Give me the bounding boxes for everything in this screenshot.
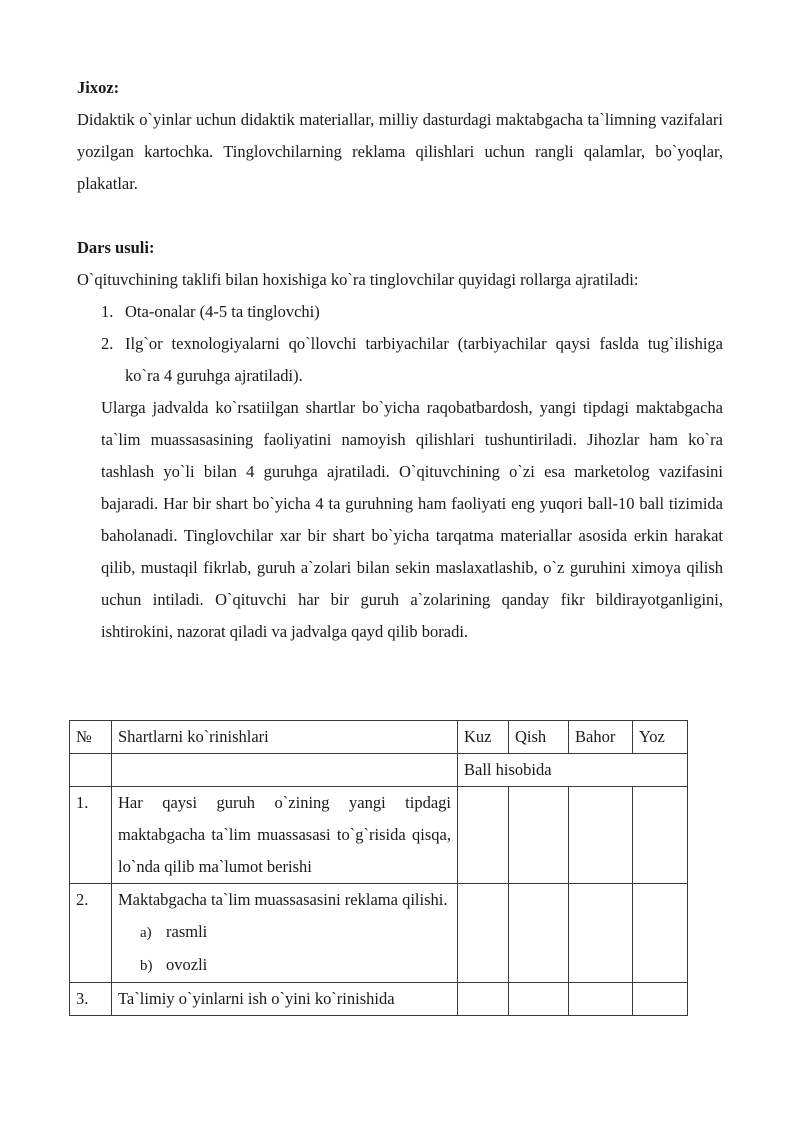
score-cell xyxy=(509,884,569,983)
sub-item xyxy=(118,949,451,982)
header-desc: Shartlarni ko`rinishlari xyxy=(112,721,458,754)
conditions-table xyxy=(69,720,688,1016)
dars-usuli-heading: Dars usuli: xyxy=(77,238,155,257)
sub-item xyxy=(118,916,451,949)
dars-usuli-intro: O`qituvchining taklifi bilan hoxishiga ko`ra tinglovchilar quyidagi rollarga ajratiladi: xyxy=(77,270,639,289)
row-number: 3. xyxy=(70,983,112,1016)
score-cell xyxy=(458,884,509,983)
roles-list xyxy=(77,296,723,392)
table-cell xyxy=(112,754,458,787)
header-no: № xyxy=(70,721,112,754)
score-cell xyxy=(569,884,633,983)
header-yoz: Yoz xyxy=(633,721,688,754)
table-header-row xyxy=(70,721,688,754)
table-row xyxy=(70,787,688,884)
row-number: 1. xyxy=(70,787,112,884)
score-cell xyxy=(633,983,688,1016)
score-cell xyxy=(633,884,688,983)
sub-item-text: ovozli xyxy=(166,955,208,974)
score-cell xyxy=(569,983,633,1016)
section-gap xyxy=(77,200,723,232)
list-item-number: 2. xyxy=(101,334,114,353)
score-cell xyxy=(509,983,569,1016)
sub-item-label: a) xyxy=(140,925,152,941)
row-content xyxy=(112,884,458,983)
list-item-number: 1. xyxy=(101,302,114,321)
sub-item-text: rasmli xyxy=(166,922,208,941)
score-cell xyxy=(569,787,633,884)
table-row xyxy=(70,884,688,983)
score-cell xyxy=(458,787,509,884)
row-number: 2. xyxy=(70,884,112,983)
list-item-text: Ota-onalar (4-5 ta tinglovchi) xyxy=(125,302,320,321)
header-bahor: Bahor xyxy=(569,721,633,754)
document-page xyxy=(77,72,723,648)
table-row xyxy=(70,983,688,1016)
header-kuz: Kuz xyxy=(458,721,509,754)
list-item-text: Ilg`or texnologiyalarni qo`llovchi tarbiyachilar (tarbiyachilar qaysi faslda tug`ilishiga ko`ra 4 guruhga ajratiladi). xyxy=(125,334,723,385)
list-item xyxy=(77,328,723,392)
score-cell xyxy=(509,787,569,884)
header-qish: Qish xyxy=(509,721,569,754)
table-subheader-row xyxy=(70,754,688,787)
list-item xyxy=(77,296,723,328)
sub-item-label: b) xyxy=(140,958,153,974)
table-cell xyxy=(70,754,112,787)
score-cell xyxy=(633,787,688,884)
jixoz-heading: Jixoz: xyxy=(77,78,120,97)
dars-usuli-body: Ularga jadvalda ko`rsatiilgan shartlar bo`yicha raqobatbardosh, yangi tipdagi maktabgacha ta`lim muassasasining faoliyatini namoyish qilishlari tushuntiriladi. Jihozlar ham ko`ra tashlash yo`li bilan 4 guruhga ajratiladi. O`qituvchining o`zi esa marketolog vazifasini bajaradi. Har bir shart bo`yicha 4 ta guruhning ham faoliyati eng yuqori ball-10 ball tizimida baholanadi. Tinglovchilar xar bir shart bo`yicha tarqatma materiallar asosida erkin harakat qilib, mustaqil fikrlab, guruh a`zolari bilan sekin maslaxatlashib, o`z guruhini ximoya qilish uchun intiladi. O`qituvchi har bir guruh a`zolarining qanday fikr bildirayotganligini, ishtirokini, nazorat qiladi va jadvalga qayd qilib boradi. xyxy=(101,398,723,641)
ball-hisobida-label: Ball hisobida xyxy=(458,754,688,787)
score-cell xyxy=(458,983,509,1016)
row-text: Ta`limiy o`yinlarni ish o`yini ko`rinishida xyxy=(112,983,458,1016)
jixoz-text: Didaktik o`yinlar uchun didaktik materiallar, milliy dasturdagi maktabgacha ta`limning vazifalari yozilgan kartochka. Tinglovchilarning reklama qilishlari uchun rangli qalamlar, bo`yoqlar, plakatlar. xyxy=(77,110,723,193)
row-text: Maktabgacha ta`lim muassasasini reklama qilishi. xyxy=(118,890,448,909)
row-text: Har qaysi guruh o`zining yangi tipdagi maktabgacha ta`lim muassasasi to`g`risida qisqa, lo`nda qilib ma`lumot berishi xyxy=(112,787,458,884)
